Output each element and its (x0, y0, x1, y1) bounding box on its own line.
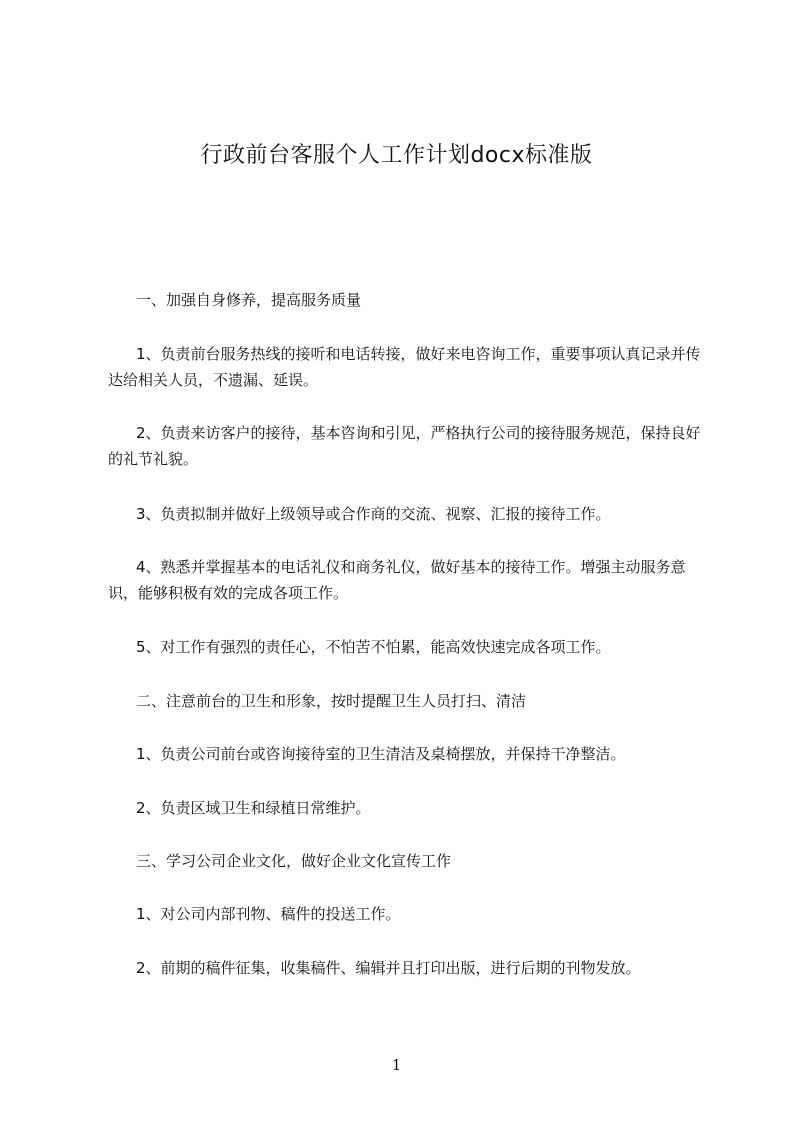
paragraph-2-2: 2、负责区域卫生和绿植日常维护。 (136, 799, 371, 817)
paragraph-1-5: 5、对工作有强烈的责任心，不怕苦不怕累，能高效快速完成各项工作。 (136, 638, 611, 656)
document-title: 行政前台客服个人工作计划docx标准版 (200, 143, 593, 168)
paragraph-3-2: 2、前期的稿件征集，收集稿件、编辑并且打印出版，进行后期的刊物发放。 (136, 959, 641, 977)
page-number: 1 (391, 1056, 402, 1074)
paragraph-1-3: 3、负责拟制并做好上级领导或合作商的交流、视察、汇报的接待工作。 (136, 505, 611, 523)
paragraph-2-1: 1、负责公司前台或咨询接待室的卫生清洁及桌椅摆放，并保持干净整洁。 (136, 745, 626, 763)
paragraph-1-4: 4、熟悉并掌握基本的电话礼仪和商务礼仪，做好基本的接待工作。增强主动服务意识，能够积极有效的完成各项工作。 (108, 558, 686, 602)
paragraph-1-2: 2、负责来访客户的接待，基本咨询和引见，严格执行公司的接待服务规范，保持良好的礼节礼貌。 (108, 424, 701, 468)
section-heading-2: 二、注意前台的卫生和形象，按时提醒卫生人员打扫、清洁 (136, 692, 527, 710)
section-heading-1: 一、加强自身修养，提高服务质量 (136, 291, 362, 309)
paragraph-3-1: 1、对公司内部刊物、稿件的投送工作。 (136, 905, 401, 923)
section-heading-3: 三、学习公司企业文化，做好企业文化宣传工作 (136, 852, 452, 870)
paragraph-1-1: 1、负责前台服务热线的接听和电话转接，做好来电咨询工作，重要事项认真记录并传达给相关人员，不遗漏、延误。 (108, 345, 701, 389)
